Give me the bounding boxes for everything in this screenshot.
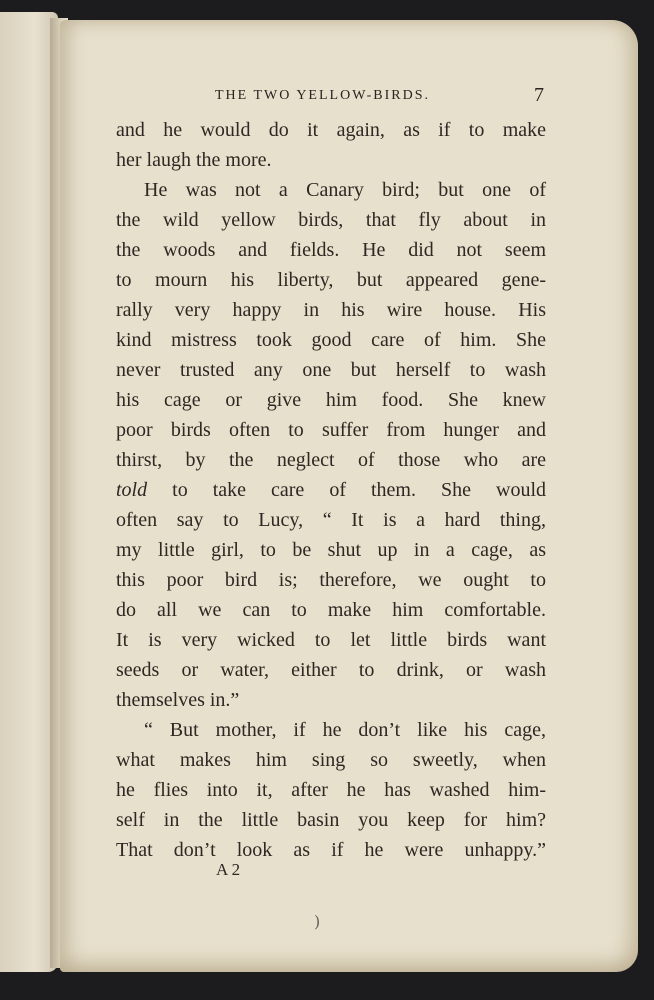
text-line: never trusted any one but herself to wash	[116, 359, 546, 381]
text-line: my little girl, to be shut up in a cage, as	[116, 539, 546, 561]
text-line: this poor bird is; therefore, we ought to	[116, 569, 546, 591]
text-line: He was not a Canary bird; but one of	[144, 179, 546, 201]
text-line: thirst, by the neglect of those who are	[116, 449, 546, 471]
text-line: her laugh the more.	[116, 149, 272, 171]
emphasis-word: told	[116, 479, 148, 501]
text-line: do all we can to make him comfortable.	[116, 599, 546, 621]
text-line: That don’t look as if he were unhappy.”	[116, 839, 546, 861]
text-line: kind mistress took good care of him. She	[116, 329, 546, 351]
text-line: often say to Lucy, “ It is a hard thing,	[116, 509, 546, 531]
signature-mark: A 2	[216, 860, 241, 879]
text-line: seeds or water, either to drink, or wash	[116, 659, 546, 681]
text-line: the woods and fields. He did not seem	[116, 239, 546, 261]
text-line: rally very happy in his wire house. His	[116, 299, 546, 321]
text-line: “ But mother, if he don’t like his cage,	[144, 719, 546, 741]
text-line: poor birds often to suffer from hunger and	[116, 419, 546, 441]
text-line: told to take care of them. She would	[116, 479, 546, 501]
text-line: his cage or give him food. She knew	[116, 389, 546, 411]
text-line: what makes him sing so sweetly, when	[116, 749, 546, 771]
text-line: It is very wicked to let little birds want	[116, 629, 546, 651]
text-line: to mourn his liberty, but appeared gene-	[116, 269, 546, 291]
text-line: self in the little basin you keep for him?	[116, 809, 546, 831]
text-line: themselves in.”	[116, 689, 240, 711]
text-line: and he would do it again, as if to make	[116, 119, 546, 141]
stray-mark: )	[314, 912, 321, 931]
text-line: he flies into it, after he has washed him-	[116, 779, 546, 801]
running-title: THE TWO YELLOW-BIRDS.	[215, 88, 431, 103]
text-line: the wild yellow birds, that fly about in	[116, 209, 546, 231]
page-number: 7	[534, 84, 544, 106]
